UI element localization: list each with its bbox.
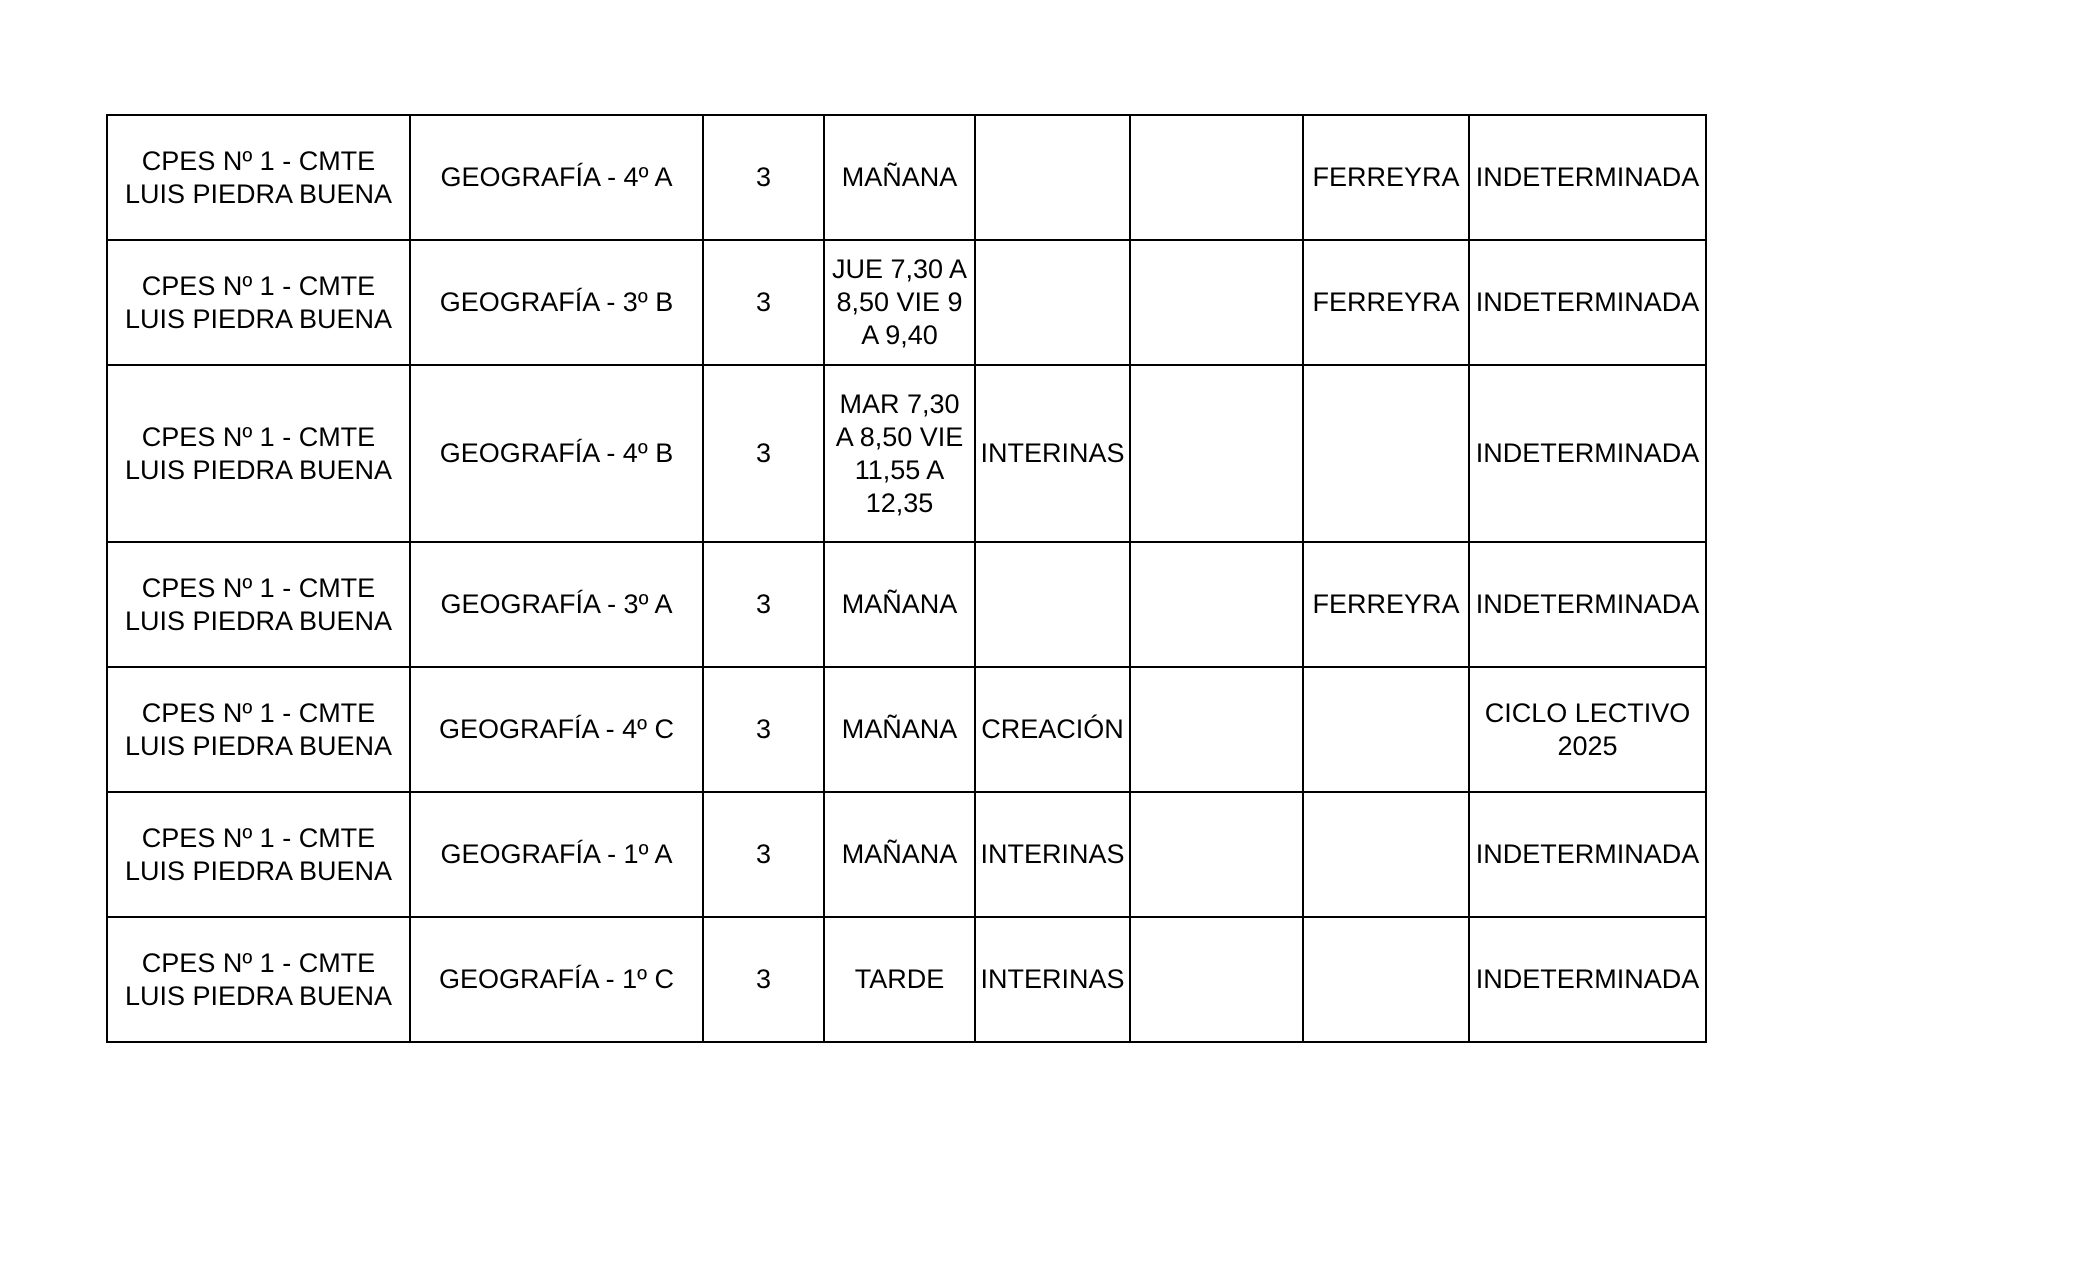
empty-cell	[1130, 542, 1303, 667]
hours-cell: 3	[703, 115, 824, 240]
table-row	[107, 240, 1706, 365]
duration-cell: CICLO LECTIVO 2025	[1469, 667, 1706, 792]
schedule-cell: TARDE	[824, 917, 975, 1042]
table-row	[107, 365, 1706, 542]
situation-cell	[975, 542, 1130, 667]
school-cell: CPES Nº 1 - CMTE LUIS PIEDRA BUENA	[107, 542, 410, 667]
teacher-cell: FERREYRA	[1303, 542, 1469, 667]
situation-cell: INTERINAS	[975, 917, 1130, 1042]
situation-cell	[975, 115, 1130, 240]
situation-cell: INTERINAS	[975, 792, 1130, 917]
teacher-cell	[1303, 792, 1469, 917]
hours-cell: 3	[703, 667, 824, 792]
table-row	[107, 115, 1706, 240]
schedule-cell: MAÑANA	[824, 667, 975, 792]
situation-cell	[975, 240, 1130, 365]
school-cell: CPES Nº 1 - CMTE LUIS PIEDRA BUENA	[107, 365, 410, 542]
teacher-cell	[1303, 917, 1469, 1042]
duration-cell: INDETERMINADA	[1469, 792, 1706, 917]
teacher-cell	[1303, 667, 1469, 792]
situation-cell: CREACIÓN	[975, 667, 1130, 792]
table-row	[107, 542, 1706, 667]
hours-cell: 3	[703, 917, 824, 1042]
empty-cell	[1130, 365, 1303, 542]
school-cell: CPES Nº 1 - CMTE LUIS PIEDRA BUENA	[107, 917, 410, 1042]
empty-cell	[1130, 240, 1303, 365]
situation-cell: INTERINAS	[975, 365, 1130, 542]
hours-cell: 3	[703, 542, 824, 667]
schedule-cell: JUE 7,30 A 8,50 VIE 9 A 9,40	[824, 240, 975, 365]
duration-cell: INDETERMINADA	[1469, 365, 1706, 542]
hours-cell: 3	[703, 240, 824, 365]
subject-cell: GEOGRAFÍA - 3º A	[410, 542, 703, 667]
subject-cell: GEOGRAFÍA - 1º A	[410, 792, 703, 917]
table-row	[107, 792, 1706, 917]
empty-cell	[1130, 115, 1303, 240]
hours-cell: 3	[703, 792, 824, 917]
schedule-cell: MAR 7,30 A 8,50 VIE 11,55 A 12,35	[824, 365, 975, 542]
duration-cell: INDETERMINADA	[1469, 917, 1706, 1042]
empty-cell	[1130, 667, 1303, 792]
empty-cell	[1130, 917, 1303, 1042]
school-cell: CPES Nº 1 - CMTE LUIS PIEDRA BUENA	[107, 240, 410, 365]
schedule-cell: MAÑANA	[824, 115, 975, 240]
school-cell: CPES Nº 1 - CMTE LUIS PIEDRA BUENA	[107, 667, 410, 792]
subject-cell: GEOGRAFÍA - 4º A	[410, 115, 703, 240]
duration-cell: INDETERMINADA	[1469, 115, 1706, 240]
teacher-cell: FERREYRA	[1303, 240, 1469, 365]
table-row	[107, 667, 1706, 792]
school-cell: CPES Nº 1 - CMTE LUIS PIEDRA BUENA	[107, 115, 410, 240]
empty-cell	[1130, 792, 1303, 917]
hours-cell: 3	[703, 365, 824, 542]
subject-cell: GEOGRAFÍA - 4º C	[410, 667, 703, 792]
schedule-cell: MAÑANA	[824, 542, 975, 667]
school-cell: CPES Nº 1 - CMTE LUIS PIEDRA BUENA	[107, 792, 410, 917]
subject-cell: GEOGRAFÍA - 1º C	[410, 917, 703, 1042]
duration-cell: INDETERMINADA	[1469, 240, 1706, 365]
subject-cell: GEOGRAFÍA - 3º B	[410, 240, 703, 365]
vacancies-table	[106, 114, 1707, 1043]
subject-cell: GEOGRAFÍA - 4º B	[410, 365, 703, 542]
teacher-cell: FERREYRA	[1303, 115, 1469, 240]
teacher-cell	[1303, 365, 1469, 542]
schedule-cell: MAÑANA	[824, 792, 975, 917]
table-row	[107, 917, 1706, 1042]
duration-cell: INDETERMINADA	[1469, 542, 1706, 667]
